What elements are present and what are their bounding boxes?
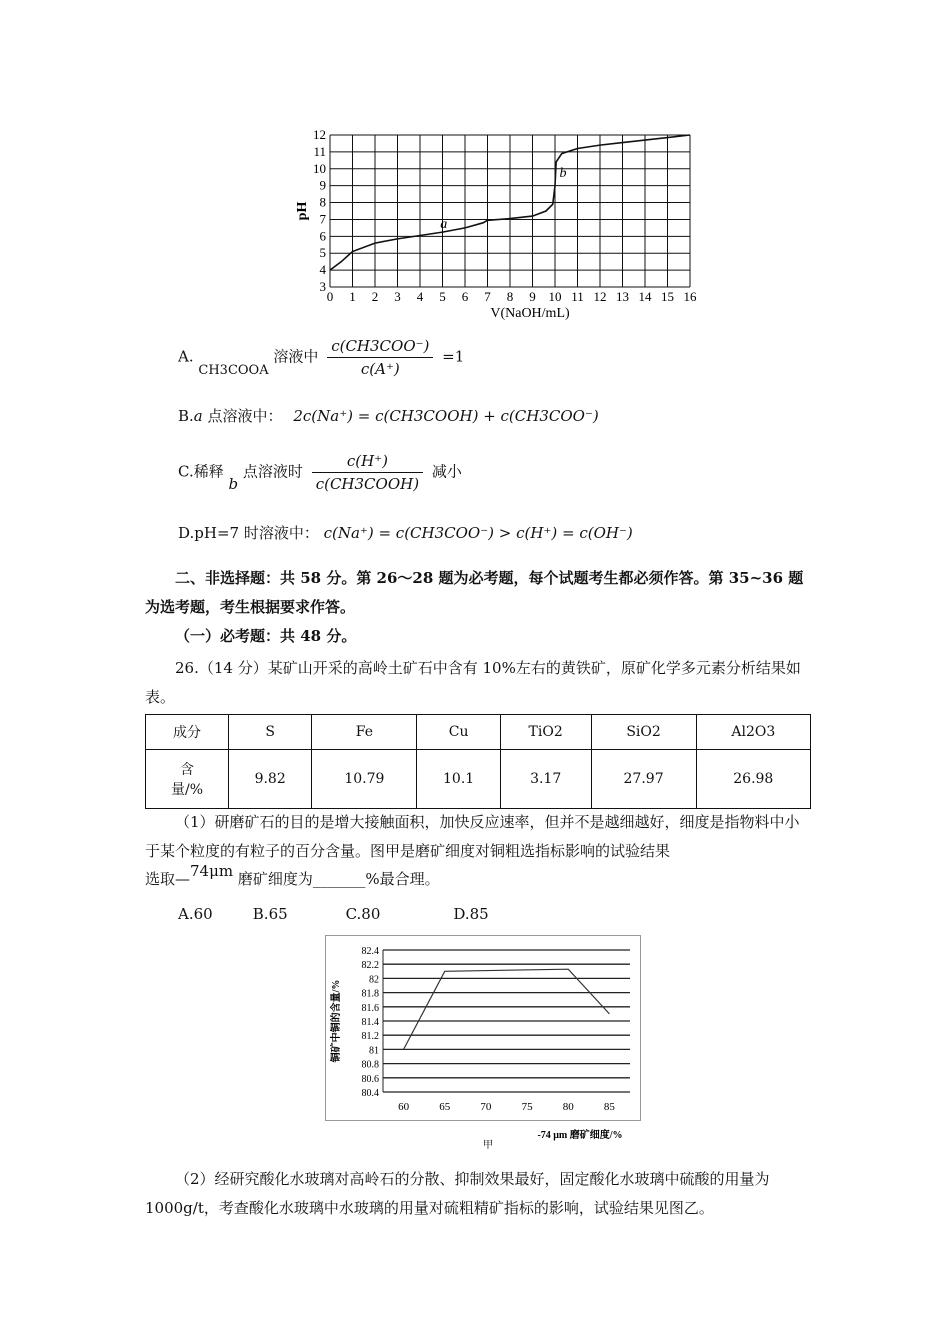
x-tick-label: 3 — [394, 289, 401, 304]
option-b-mid: 点溶液中： — [207, 407, 283, 425]
x-tick-label: 9 — [529, 289, 536, 304]
table-cell: 27.97 — [591, 750, 696, 809]
table-cell: 10.79 — [312, 750, 417, 809]
option-d-expression: c(Na⁺) = c(CH3COO⁻) > c(H⁺) = c(OH⁻) — [323, 524, 633, 542]
x-tick-label: 10 — [548, 289, 562, 304]
x-tick-label: 1 — [349, 289, 356, 304]
option-a — [178, 337, 464, 387]
y-tick-label: 4 — [319, 262, 326, 278]
table-row-label — [146, 750, 229, 809]
row-label-line2: 量/% — [170, 782, 204, 798]
x-axis-label: -74 μm 磨矿细度/% — [537, 1130, 623, 1141]
question-1-text: （1）研磨矿石的目的是增大接触面积，加快反应速率，但并不是越细越好，细度是指物料中小于某个粒度的有粒子的百分含量。图甲是磨矿细度对铜粗选指标影响的试验结果 — [145, 813, 800, 860]
option-c — [178, 452, 462, 502]
y-tick-label: 7 — [319, 211, 326, 227]
y-tick-label: 80.4 — [361, 1088, 379, 1099]
x-tick-label: 65 — [439, 1101, 451, 1113]
x-tick-label: 0 — [326, 289, 334, 304]
question-26-intro: 26.（14 分）某矿山开采的高岭土矿石中含有 10%左右的黄铁矿，原矿化学多元素分析结果如表。 — [145, 659, 801, 706]
choice-c: C.80 — [345, 905, 381, 923]
option-b — [178, 405, 599, 426]
table-header-cell: Al2O3 — [696, 715, 810, 750]
table-header-cell: Cu — [417, 715, 500, 750]
q1-line3-prefix: 选取— — [145, 870, 191, 888]
choice-a: A.60 — [178, 905, 213, 923]
table-cell: 10.1 — [417, 750, 500, 809]
option-c-label: C.稀释 — [178, 462, 224, 481]
option-a-mid: 溶液中 — [273, 347, 319, 366]
table-header-row — [146, 715, 811, 750]
grinding-chart — [325, 935, 655, 1150]
x-tick-label: 14 — [638, 289, 652, 304]
y-tick-label: 81.2 — [361, 1031, 379, 1043]
option-d-label: D.pH=7 时溶液中： — [178, 524, 319, 542]
option-a-label: A. — [178, 347, 194, 366]
y-axis-label: pH — [295, 201, 310, 221]
option-b-expression: 2c(Na⁺) = c(CH3COOH) + c(CH3COO⁻) — [293, 407, 599, 425]
option-c-mid: 点溶液时 — [242, 462, 303, 481]
x-tick-label: 15 — [661, 289, 674, 304]
question-1-line3 — [145, 862, 440, 889]
option-a-species: CH3COOA — [198, 362, 269, 378]
x-axis-label: V(NaOH/mL) — [490, 306, 570, 320]
y-tick-label: 8 — [319, 194, 326, 210]
y-tick-label: 81 — [369, 1045, 379, 1057]
table-cell: 3.17 — [500, 750, 591, 809]
table-header-cell: TiO2 — [500, 715, 591, 750]
y-tick-label: 5 — [319, 245, 326, 261]
option-a-numerator: c(CH3COO⁻) — [327, 337, 433, 358]
option-b-point: a — [193, 407, 203, 425]
option-c-numerator: c(H⁺) — [312, 452, 423, 473]
y-tick-label: 3 — [319, 279, 326, 294]
y-tick-label: 80.8 — [361, 1059, 379, 1071]
section-2-subheading: （一）必考题：共 48 分。 — [175, 627, 357, 645]
x-tick-label: 7 — [484, 289, 491, 304]
y-tick-label: 81.4 — [361, 1017, 379, 1028]
x-tick-label: 8 — [506, 289, 514, 304]
grinding-svg — [325, 935, 655, 1150]
y-tick-label: 9 — [319, 177, 326, 193]
x-tick-label: 16 — [683, 289, 697, 304]
option-a-tail: =1 — [442, 347, 465, 366]
y-tick-label: 81.8 — [361, 988, 379, 1000]
table-cell: 9.82 — [229, 750, 312, 809]
option-c-denominator: c(CH3COOH) — [315, 475, 420, 493]
question-2-text: （2）经研究酸化水玻璃对高岭石的分散、抑制效果最好，固定酸化水玻璃中硫酸的用量为 1000g/t，考查酸化水玻璃中水玻璃的用量对硫粗精矿指标的影响，试验结果见图乙。 — [145, 1170, 770, 1217]
option-c-point: b — [228, 474, 239, 493]
table-header-cell: Fe — [312, 715, 417, 750]
y-tick-label: 82.2 — [361, 960, 379, 972]
choice-d: D.85 — [453, 905, 489, 923]
q1-line3-unit: 74μm — [190, 862, 234, 880]
option-d — [178, 522, 633, 543]
x-tick-label: 80 — [562, 1101, 574, 1113]
x-tick-label: 6 — [461, 289, 469, 304]
titration-svg — [290, 125, 710, 320]
y-tick-label: 81.6 — [361, 1002, 379, 1014]
choice-b: B.65 — [252, 905, 288, 923]
y-tick-label: 82 — [369, 974, 379, 986]
option-c-fraction — [312, 452, 423, 493]
x-tick-label: 11 — [571, 289, 584, 304]
x-tick-label: 75 — [521, 1101, 533, 1113]
x-tick-label: 60 — [398, 1101, 410, 1113]
table-header-cell: S — [229, 715, 312, 750]
table-row — [146, 750, 811, 809]
y-axis-label: 铜矿中铜的含量/% — [331, 979, 342, 1063]
titration-chart — [290, 125, 710, 320]
table-header-cell: SiO2 — [591, 715, 696, 750]
table-cell: 26.98 — [696, 750, 810, 809]
x-tick-label: 85 — [603, 1101, 615, 1113]
y-tick-label: 80.6 — [361, 1073, 379, 1085]
x-tick-label: 70 — [480, 1101, 492, 1113]
q1-line3-suffix: 磨矿细度为_______%最合理。 — [237, 870, 440, 888]
point-label-a: a — [440, 216, 448, 232]
table-header-cell: 成分 — [146, 715, 229, 750]
section-2-heading: 二、非选择题：共 58 分。第 26～28 题为必考题，每个试题考生都必须作答。第 35~36 题为选考题，考生根据要求作答。 — [145, 569, 804, 616]
chart-caption: 甲 — [483, 1140, 493, 1150]
point-label-b: b — [559, 166, 567, 182]
option-a-fraction — [327, 337, 433, 378]
x-tick-label: 2 — [371, 289, 379, 304]
option-b-label: B. — [178, 407, 194, 425]
option-c-tail: 减小 — [431, 462, 462, 481]
y-tick-label: 12 — [313, 127, 326, 142]
x-tick-label: 4 — [416, 289, 424, 304]
x-tick-label: 13 — [616, 289, 629, 304]
y-tick-label: 6 — [319, 228, 326, 244]
option-a-denominator: c(A⁺) — [360, 360, 400, 378]
x-tick-label: 5 — [439, 289, 446, 304]
composition-table — [145, 714, 811, 809]
choice-row — [178, 905, 489, 923]
row-label-line1: 含 — [180, 762, 194, 778]
y-tick-label: 82.4 — [361, 946, 379, 957]
x-tick-label: 12 — [593, 289, 607, 304]
y-tick-label: 11 — [313, 143, 326, 159]
y-tick-label: 10 — [313, 160, 326, 176]
